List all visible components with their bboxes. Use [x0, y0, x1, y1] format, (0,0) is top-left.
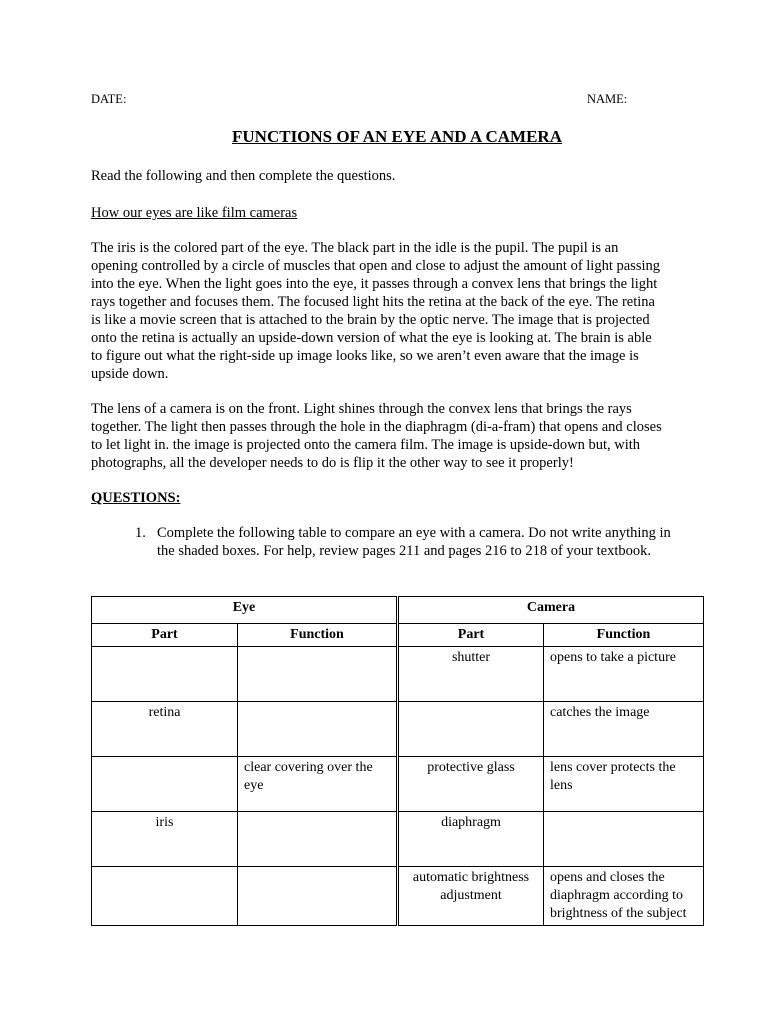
page-title: FUNCTIONS OF AN EYE AND A CAMERA	[232, 127, 562, 146]
table-group-header-camera: Camera	[398, 597, 704, 624]
eye-function-cell[interactable]	[238, 867, 398, 926]
table-column-header: Function	[544, 624, 704, 647]
camera-part-cell[interactable]: automatic brightness adjustment	[398, 867, 544, 926]
table-row	[92, 867, 704, 926]
camera-part-cell[interactable]	[398, 702, 544, 757]
table-column-header: Part	[92, 624, 238, 647]
eye-function-cell[interactable]	[238, 812, 398, 867]
table-row	[92, 647, 704, 702]
eye-part-cell[interactable]: iris	[92, 812, 238, 867]
questions-heading: QUESTIONS:	[91, 490, 181, 506]
camera-function-cell[interactable]	[544, 812, 704, 867]
eye-function-cell[interactable]	[238, 647, 398, 702]
question-item	[135, 524, 683, 560]
table-row	[92, 702, 704, 757]
question-number: 1.	[135, 525, 146, 541]
camera-part-cell[interactable]: diaphragm	[398, 812, 544, 867]
header-row	[91, 92, 703, 110]
table-row	[92, 757, 704, 812]
eye-part-cell[interactable]	[92, 867, 238, 926]
eye-part-cell[interactable]: retina	[92, 702, 238, 757]
table-column-header: Part	[398, 624, 544, 647]
eye-part-cell[interactable]	[92, 647, 238, 702]
section-subheading: How our eyes are like film cameras	[91, 205, 298, 221]
question-list	[135, 524, 683, 560]
eye-function-cell[interactable]	[238, 702, 398, 757]
eye-part-cell[interactable]	[92, 757, 238, 812]
paragraph-camera: The lens of a camera is on the front. Light shines through the convex lens that brings the rays together. The light then passes through the hole in the diaphragm (di-a-fram) that opens and closes to let light in. the image is projected onto the camera film. The image is upside-down but, with photographs, all the developer needs to do is flip it the other way to see it properly!	[91, 401, 662, 471]
paragraph-eye: The iris is the colored part of the eye. The black part in the idle is the pupil. The pupil is an opening controlled by a circle of muscles that open and close to adjust the amount of light passing into the eye. When the light goes into the eye, it passes through a convex lens that brings the light rays together and focuses them. The focused light hits the retina at the back of the eye. The retina is like a movie screen that is attached to the brain by the optic nerve. The image that is projected onto the retina is actually an upside-down version of what the eye is looking at. The brain is able to figure out what the right-side up image looks like, so we aren’t even aware that the image is upside down.	[91, 240, 660, 382]
name-label: NAME:	[587, 92, 628, 106]
camera-part-cell[interactable]: protective glass	[398, 757, 544, 812]
table-group-header-eye: Eye	[92, 597, 398, 624]
camera-function-cell[interactable]: lens cover protects the lens	[544, 757, 704, 812]
table-column-header: Function	[238, 624, 398, 647]
table-row	[92, 812, 704, 867]
question-text: Complete the following table to compare an eye with a camera. Do not write anything in the shaded boxes. For help, review pages 211 and pages 216 to 218 of your textbook.	[157, 525, 671, 559]
camera-function-cell[interactable]: catches the image	[544, 702, 704, 757]
date-label: DATE:	[91, 92, 127, 106]
camera-function-cell[interactable]: opens and closes the diaphragm according to brightness of the subject	[544, 867, 704, 926]
comparison-table	[91, 596, 704, 926]
intro-text: Read the following and then complete the questions.	[91, 168, 396, 184]
camera-function-cell[interactable]: opens to take a picture	[544, 647, 704, 702]
eye-function-cell[interactable]: clear covering over the eye	[238, 757, 398, 812]
camera-part-cell[interactable]: shutter	[398, 647, 544, 702]
